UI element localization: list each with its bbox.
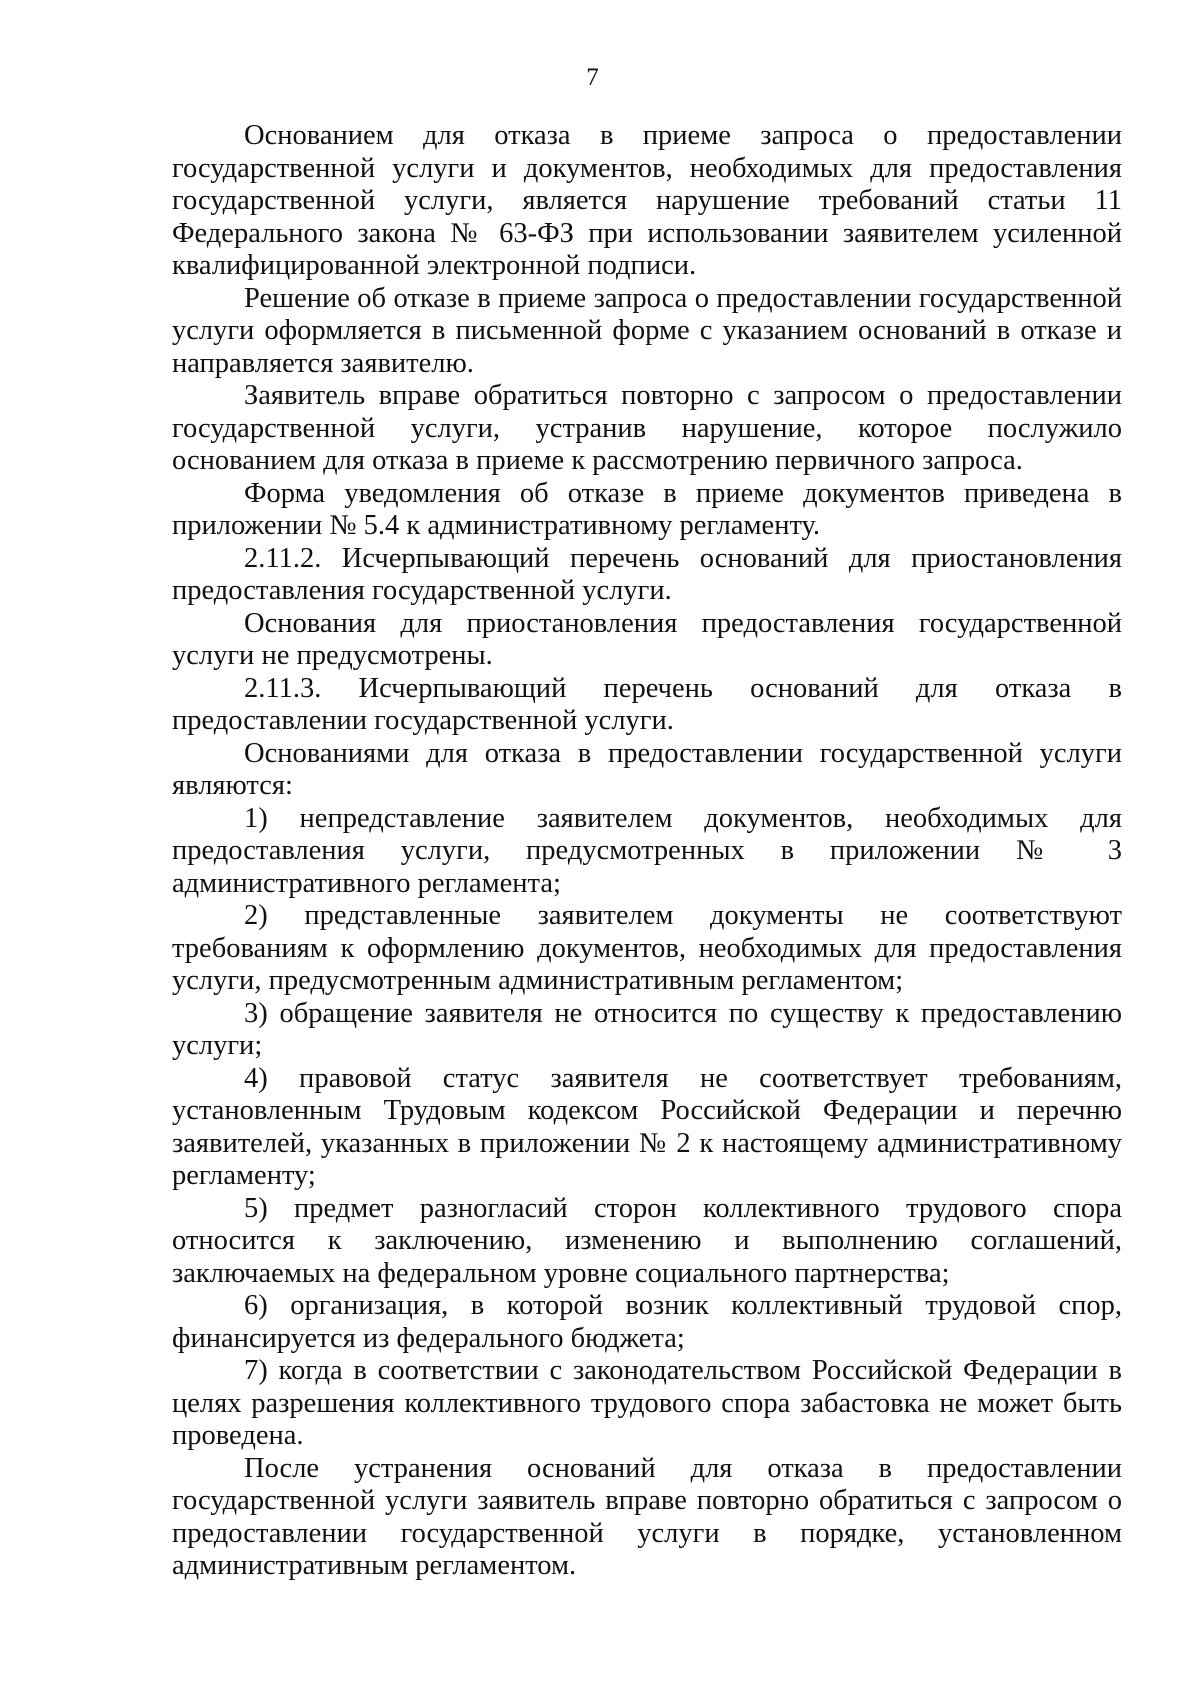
list-item: 2) представленные заявителем документы не соответствуют требованиям к оформлению документов, необходимых для предоставления услуги, предусмотренным административным регламентом;: [172, 900, 1122, 996]
list-item: 7) когда в соответствии с законодательством Российской Федерации в целях разрешения коллективного трудового спора забастовка не может быть проведена.: [172, 1355, 1122, 1451]
page-number: 7: [586, 64, 599, 91]
document-body: [172, 120, 1122, 1583]
list-item: 1) непредставление заявителем документов, необходимых для предоставления услуги, предусмотренных в приложении № 3 административного регламента;: [172, 802, 1122, 899]
paragraph: Основанием для отказа в приеме запроса о предоставлении государственной услуги и документов, необходимых для предоставления государственной услуги, является нарушение требований статьи 11 Федерального закона № 63-ФЗ при использовании заявителем усиленной квалифицированной электронной подписи.: [172, 120, 1122, 281]
section-heading: 2.11.2. Исчерпывающий перечень оснований для приостановления предоставления государственной услуги.: [172, 542, 1122, 606]
list-item: 4) правовой статус заявителя не соответствует требованиям, установленным Трудовым кодексом Российской Федерации и перечню заявителей, указанных в приложении № 2 к настоящему административному регламенту;: [172, 1062, 1122, 1191]
paragraph: Основания для приостановления предоставления государственной услуги не предусмотрены.: [172, 607, 1122, 671]
paragraph: Форма уведомления об отказе в приеме документов приведена в приложении № 5.4 к административному регламенту.: [172, 477, 1122, 541]
list-item: 6) организация, в которой возник коллективный трудовой спор, финансируется из федерального бюджета;: [172, 1290, 1122, 1354]
paragraph: Заявитель вправе обратиться повторно с запросом о предоставлении государственной услуги, устранив нарушение, которое послужило основанием для отказа в приеме к рассмотрению первичного запроса.: [172, 380, 1122, 476]
list-item: 3) обращение заявителя не относится по существу к предоставлению услуги;: [172, 997, 1122, 1061]
paragraph: После устранения оснований для отказа в предоставлении государственной услуги заявитель вправе повторно обратиться с запросом о предоставлении государственной услуги в порядке, установленном административным регламентом.: [172, 1452, 1122, 1581]
paragraph: Решение об отказе в приеме запроса о предоставлении государственной услуги оформляется в письменной форме с указанием оснований в отказе и направляется заявителю.: [172, 282, 1122, 379]
section-heading: 2.11.3. Исчерпывающий перечень оснований для отказа в предоставлении государственной услуги.: [172, 672, 1122, 736]
paragraph: Основаниями для отказа в предоставлении государственной услуги являются:: [172, 737, 1122, 801]
list-item: 5) предмет разногласий сторон коллективного трудового спора относится к заключению, изменению и выполнению соглашений, заключаемых на федеральном уровне социального партнерства;: [172, 1192, 1122, 1289]
